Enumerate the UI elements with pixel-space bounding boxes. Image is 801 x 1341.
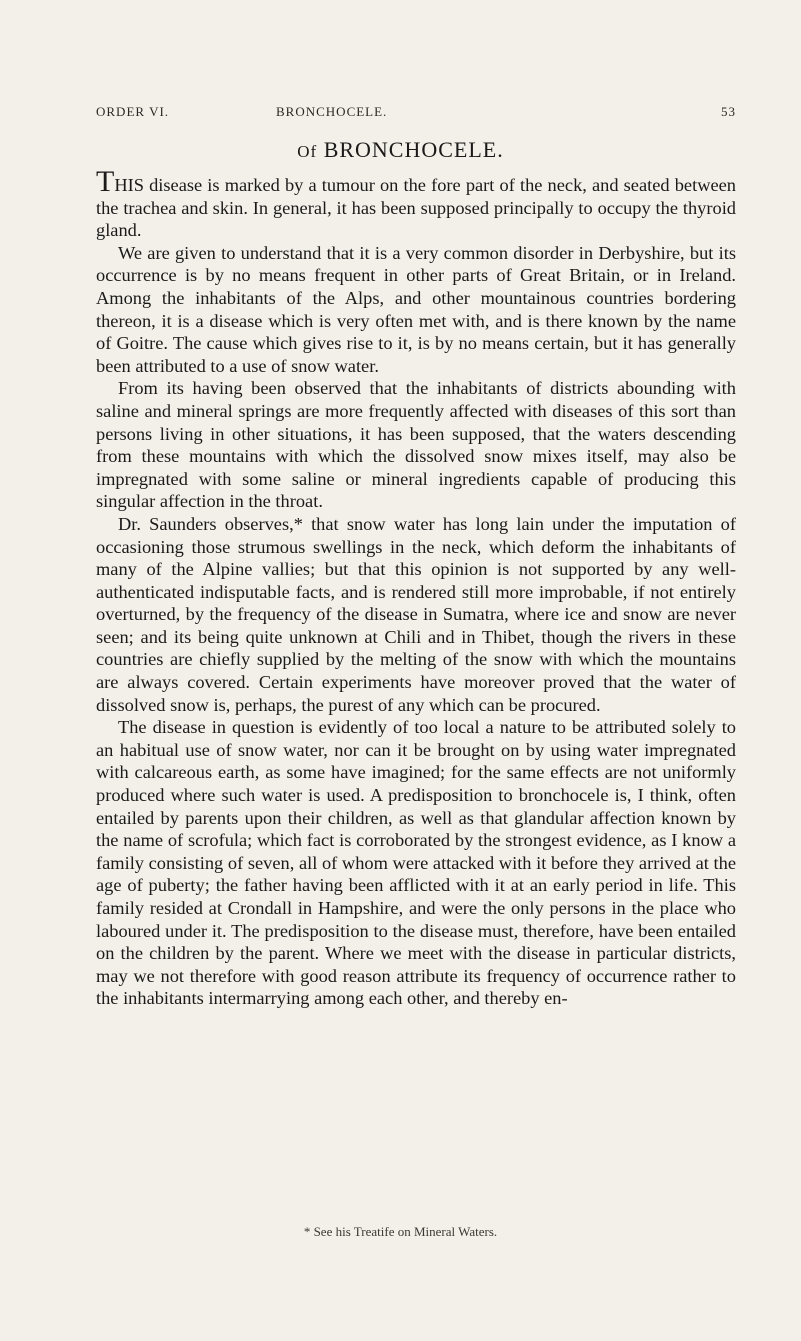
paragraph-5: The disease in question is evidently of too local a nature to be attributed solely to an habitual use of snow water, nor can it be brought on by using water impregnated with calcareous earth, as some have imagined; for the same effects are not uniformly produced where such water is used. A predisposition to bronchocele is, I think, often entailed by parents upon their children, as well as that glandular affection known by the name of scrofula; which fact is corroborated by the strongest evidence, as I know a family consisting of seven, all of whom were attacked with it before they arrived at the age of puberty; the father having been afflicted with it at an early period in life. This family resided at Crondall in Hampshire, and were the only persons in the place who laboured under it. The predisposition to the disease must, therefore, have been entailed on the children by the parent. Where we meet with the disease in particular districts, may we not therefore with good reason attribute its frequency of occurrence rather to the inhabitants intermarrying among each other, and thereby en- [96,717,736,1009]
footnote: * See his Treatife on Mineral Waters. [303,1224,498,1239]
paragraph-1 [96,165,736,242]
body-text [96,165,736,1010]
page-number: 53 [721,104,736,119]
paragraph-3: From its having been observed that the inhabitants of districts abounding with saline and mineral springs are more frequently affected with diseases of this sort than persons living in other situations, it has been supposed, that the waters descending from these mountains with which the dissolved snow mixes itself, may also be impregnated with some saline or mineral ingredients capable of producing this singular affection in the throat. [96,378,736,512]
paragraph-1-text: HIS disease is marked by a tumour on the fore part of the neck, and seated between the trachea and skin. In general, it has been supposed principally to occupy the thyroid gland. [96,175,736,241]
chapter-title [0,137,801,163]
title-main: BRONCHOCELE. [323,137,504,162]
drop-cap: T [96,165,115,198]
header-order: ORDER VI. [96,104,170,119]
title-prefix: Of [297,142,318,161]
running-header [96,104,736,120]
header-chapter: BRONCHOCELE. [276,104,388,119]
paragraph-2: We are given to understand that it is a very common disorder in Derbyshire, but its occurrence is by no means frequent in other parts of Great Britain, or in Ireland. Among the inhabitants of the Alps, and other mountainous countries bordering thereon, it is a disease which is very often met with, and is there known by the name of Goitre. The cause which gives rise to it, is by no means certain, but it has generally been attributed to a use of snow water. [96,242,736,376]
paragraph-4: Dr. Saunders observes,* that snow water has long lain under the imputation of occasioning those strumous swellings in the neck, which deform the inhabitants of many of the Alpine vallies; but that this opinion is not supported by any well-authenticated indisputable facts, and is rendered still more improbable, if not entirely overturned, by the frequency of the disease in Sumatra, where ice and snow are never seen; and its being quite unknown at Chili and in Thibet, though the rivers in these countries are chiefly supplied by the melting of the snow with which the mountains are always covered. Certain experiments have moreover proved that the water of dissolved snow is, perhaps, the purest of any which can be procured. [96,513,736,715]
